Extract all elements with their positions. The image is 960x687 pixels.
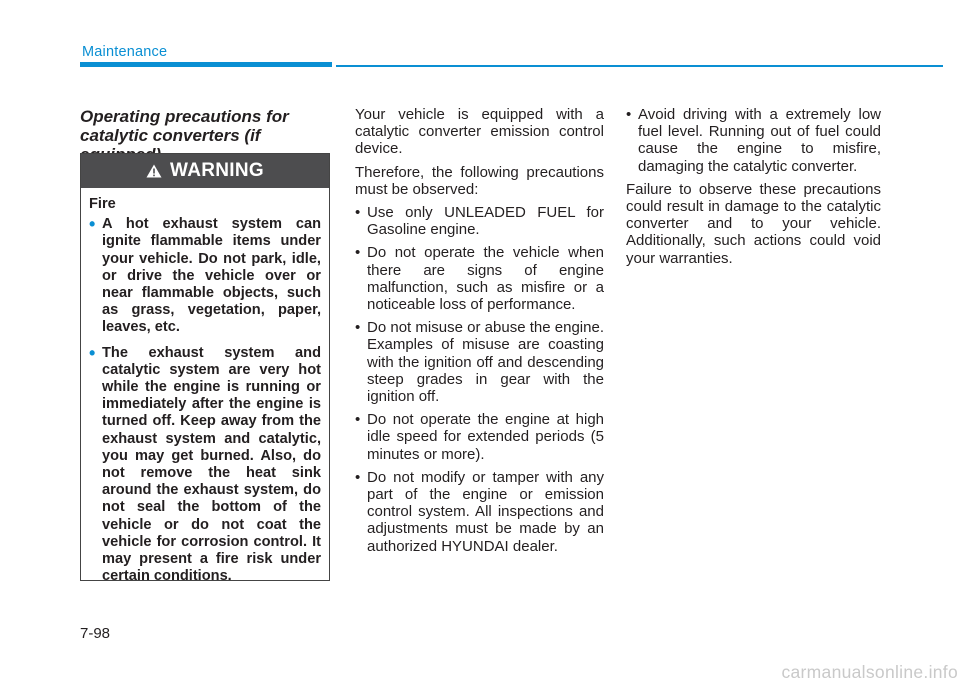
bullet-icon: • [355,411,361,429]
bullet-icon: • [355,204,361,222]
warning-bullet [89,216,321,336]
warning-label: WARNING [170,160,264,181]
list-item [355,411,604,463]
list-item [355,319,604,405]
page-number: 7-98 [80,625,111,642]
section-title: Maintenance [82,44,168,60]
intro-paragraph: Your vehicle is equipped with a catalytic converter emission control device. [355,106,604,158]
closing-paragraph: Failure to observe these precautions could result in damage to the catalytic converter and to your vehicle. Additionally, such actions could void your warranties. [626,180,881,267]
list-item-text: Use only UNLEADED FUEL for Gasoline engine. [367,204,604,239]
bullet-icon: • [355,319,361,337]
middle-column [355,106,604,561]
bullet-icon: • [626,106,632,123]
warning-bullet-text: The exhaust system and catalytic system are very hot while the engine is running or immediately after the engine is turned off. Keep away from the exhaust system and catalytic, you may get burned. Also, do not remove the heat sink around the exhaust system, do not seal the bottom of the vehicle or do not coat the vehicle for corrosion control. It may present a fire risk under certain conditions. [102,344,321,585]
page-heading: Operating precautions for catalytic converters (if [80,107,289,145]
bullet-icon: • [89,342,96,363]
list-item [626,106,881,175]
footer-watermark[interactable]: carmanualsonline.info [781,662,958,682]
bullet-icon: • [355,244,361,262]
bullet-icon: • [355,468,361,486]
warning-box [80,153,330,585]
header-rule-accent [80,62,332,67]
warning-bullet [89,342,321,586]
bullet-icon: • [89,214,96,235]
header-rule [336,65,943,67]
warning-header [81,154,329,188]
right-column [626,106,881,273]
list-item-text: Do not modify or tamper with any part of the engine or emission control system. All inspections and adjustments must be made by an authorized HYUNDAI dealer. [367,468,604,555]
lead-paragraph: Therefore, the following precautions must be observed: [355,163,604,198]
warning-bullet-text: A hot exhaust system can ignite flammable items under your vehicle. Do not park, idle, or drive the vehicle over or near flammable objects, such as grass, vegetation, paper, leaves, etc. [102,216,321,336]
list-item [355,469,604,555]
list-item-text: Do not misuse or abuse the engine. Examples of misuse are coasting with the ignition off and descending steep grades in gear with the ignition off. [367,319,604,406]
warning-subtitle: Fire [89,196,116,212]
list-item-text: Avoid driving with a extremely low fuel level. Running out of fuel could cause the engine to misfire, damaging the catalytic converter. [638,106,881,175]
list-item-text: Do not operate the vehicle when there are signs of engine malfunction, such as misfire or a noticeable loss of performance. [367,244,604,314]
list-item [355,204,604,238]
list-item-text: Do not operate the engine at high idle speed for extended periods (5 minutes or more). [367,411,604,463]
warning-triangle-icon [146,164,162,178]
list-item [355,244,604,313]
